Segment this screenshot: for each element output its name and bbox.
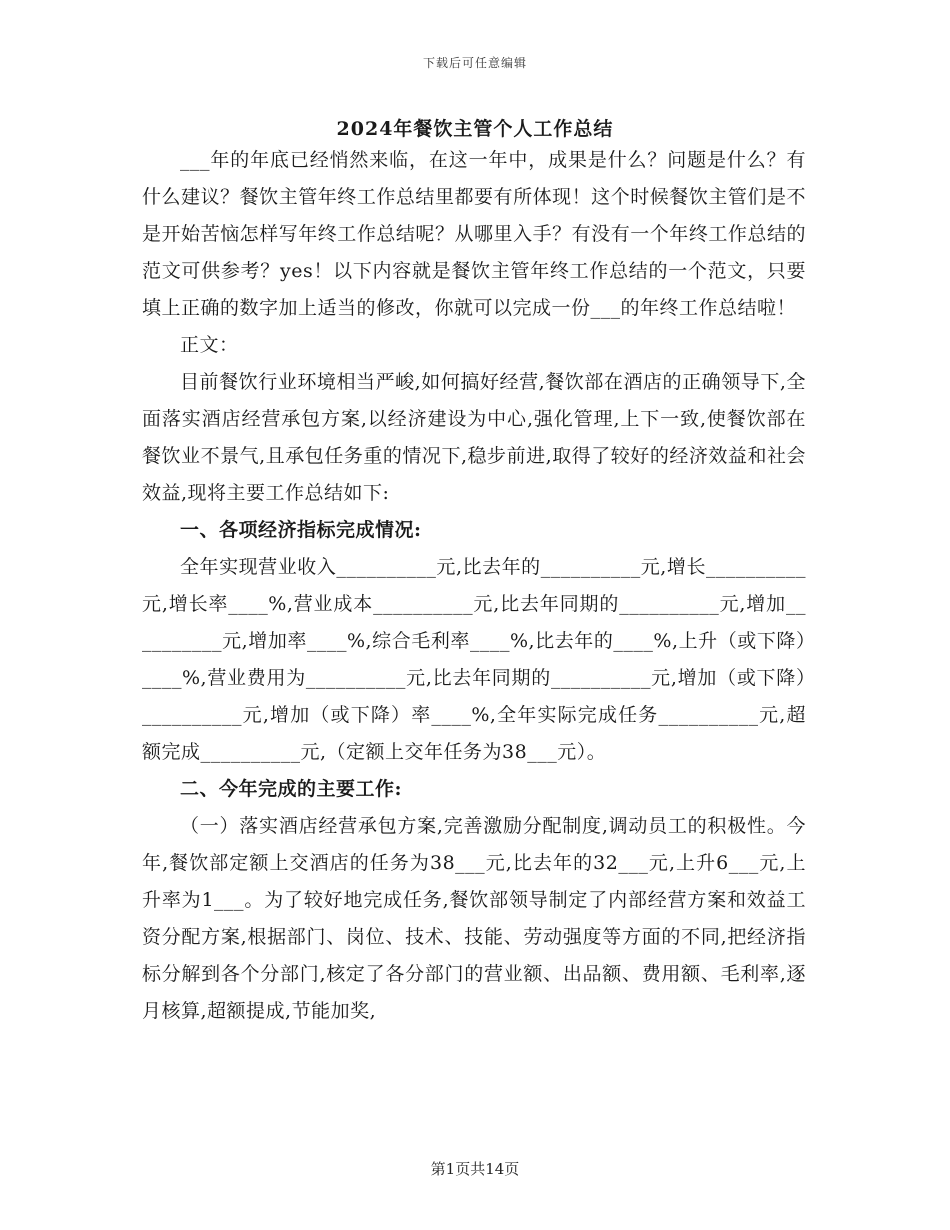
header-note: 下载后可任意编辑 (422, 56, 527, 70)
document-title: 2024年餐饮主管个人工作总结 (336, 118, 614, 140)
intro-paragraph: ___年的年底已经悄然来临，在这一年中，成果是什么？问题是什么？有什么建议？餐饮主管年终工作总结里都要有所体现！这个时候餐饮主管们是不是开始苦恼怎样写年终工作总结呢？从哪里入手？有没有一个年终工作总结的范文可供参考？yes！以下内容就是餐饮主管年终工作总结的一个范文，只要填上正确的数字加上适当的修改，你就可以完成一份___的年终工作总结啦！ (142, 149, 806, 319)
page-number: 第1页共14页 (430, 1160, 520, 1178)
body-label: 正文： (180, 334, 239, 356)
document-body (142, 142, 806, 1030)
section-heading-2: 二、今年完成的主要工作: (180, 778, 403, 800)
section-heading-1: 一、各项经济指标完成情况: (180, 519, 422, 541)
work-paragraph-1: （一）落实酒店经营承包方案,完善激励分配制度,调动员工的积极性。今年,餐饮部定额上交酒店的任务为38___元,比去年的32___元,上升6___元,上升率为1___。为了较好地完成任务,餐饮部领导制定了内部经营方案和效益工资分配方案,根据部门、岗位、技术、技能、劳动强度等方面的不同,把经济指标分解到各个分部门,核定了各分部门的营业额、出品额、费用额、毛利率,逐月核算,超额提成,节能加奖, (142, 815, 806, 1022)
indicators-paragraph: 全年实现营业收入__________元,比去年的__________元,增长__________元,增长率____%,营业成本__________元,比去年同期的__________元,增加__________元,增加率____%,综合毛利率____%,比去年的____%,上升（或下降）____%,营业费用为__________元,比去年同期的__________元,增加（或下降）__________元,增加（或下降）率____%,全年实际完成任务__________元,超额完成__________元,（定额上交年任务为38___元）。 (142, 556, 806, 763)
overview-paragraph: 目前餐饮行业环境相当严峻,如何搞好经营,餐饮部在酒店的正确领导下,全面落实酒店经营承包方案,以经济建设为中心,强化管理,上下一致,使餐饮部在餐饮业不景气,且承包任务重的情况下,稳步前进,取得了较好的经济效益和社会效益,现将主要工作总结如下: (142, 371, 806, 504)
